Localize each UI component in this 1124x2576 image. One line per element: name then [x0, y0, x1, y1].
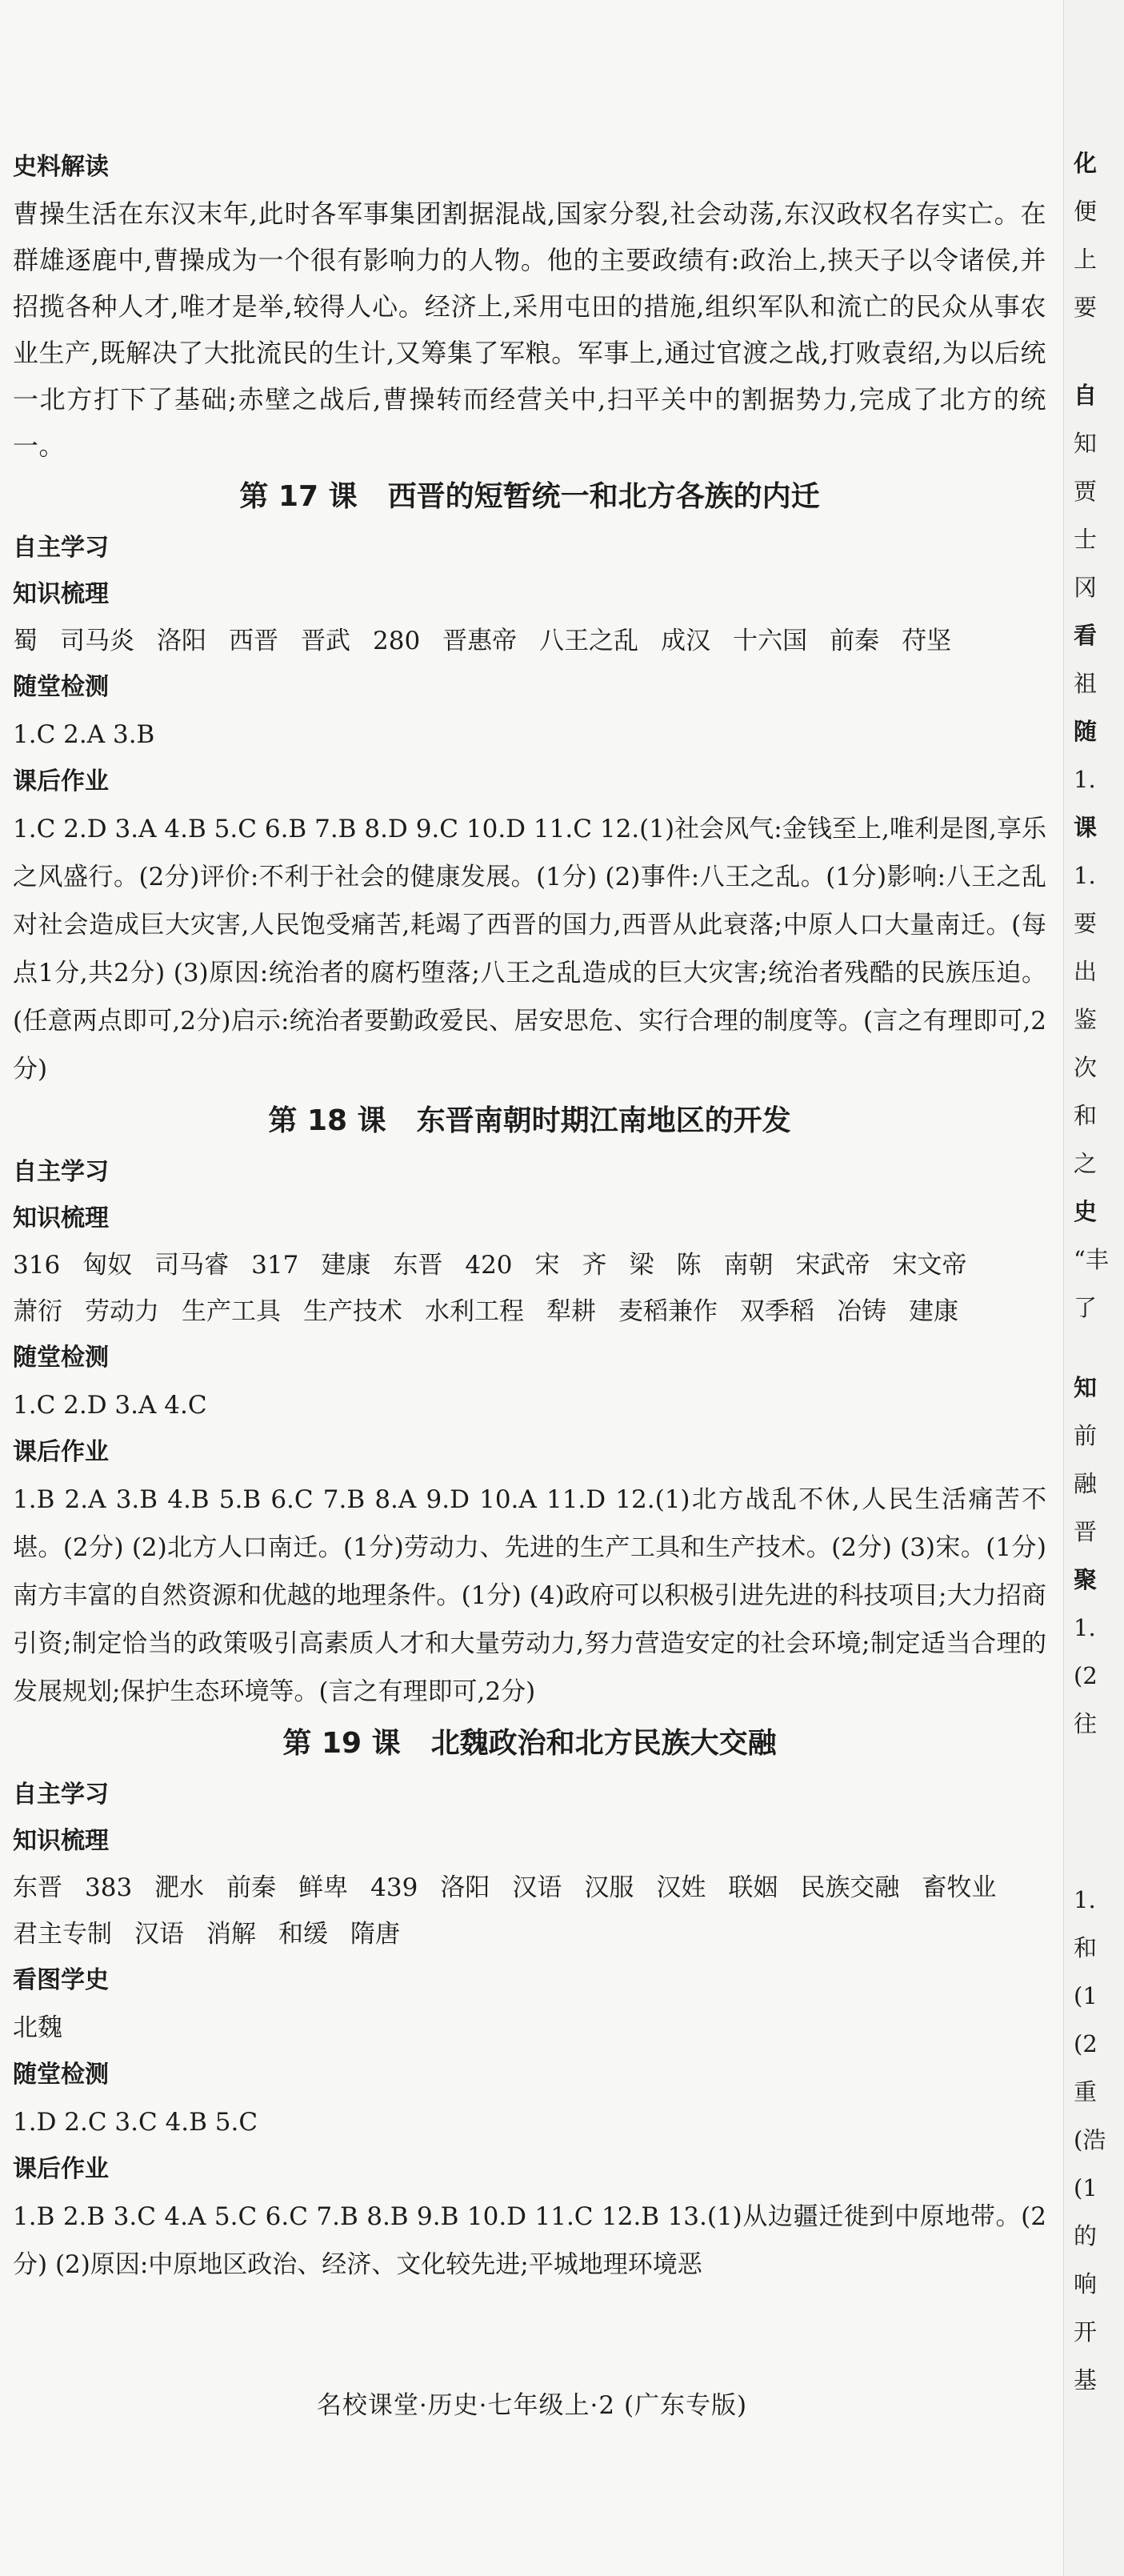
picture-study-heading: 看图学史	[13, 1966, 109, 1994]
term: 晋武	[301, 627, 350, 655]
term: 匈奴	[82, 1251, 133, 1280]
term: 陈	[676, 1251, 702, 1280]
term: 畜牧业	[922, 1873, 997, 1902]
knowledge-heading: 知识梳理	[13, 1204, 109, 1232]
adjacent-page-fragment: 自	[1074, 382, 1098, 409]
adjacent-page-fragment: 基	[1074, 2366, 1098, 2394]
term: 宋文帝	[892, 1251, 967, 1280]
adjacent-page-fragment: (2	[1074, 1662, 1098, 1689]
term: 生产技术	[303, 1297, 402, 1326]
class-test-answers: 1.C 2.A 3.B	[13, 720, 155, 749]
adjacent-page-fragment: 晋	[1074, 1518, 1098, 1545]
adjacent-page-fragment: 知	[1074, 430, 1098, 457]
adjacent-page-fragment: 了	[1074, 1294, 1098, 1321]
section-heading-sources: 史料解读	[13, 153, 109, 181]
term: 司马炎	[60, 627, 134, 655]
term: 冶铸	[837, 1297, 886, 1326]
term: 齐	[582, 1251, 607, 1280]
adjacent-page-fragment: 鉴	[1074, 1006, 1098, 1033]
adjacent-page-fragment: 和	[1074, 1102, 1098, 1129]
adjacent-page-edge	[1063, 0, 1124, 2576]
term-list	[13, 618, 1046, 664]
term: 280	[373, 627, 421, 655]
adjacent-page-fragment: 聚	[1074, 1566, 1098, 1593]
term: 南朝	[723, 1251, 774, 1280]
adjacent-page-fragment: 融	[1074, 1470, 1098, 1497]
knowledge-heading: 知识梳理	[13, 580, 109, 608]
term: 前秦	[226, 1873, 277, 1902]
adjacent-page-fragment: (浩	[1074, 2126, 1106, 2153]
homework-heading: 课后作业	[13, 767, 109, 795]
knowledge-heading: 知识梳理	[13, 1827, 109, 1855]
adjacent-page-fragment: 1.	[1074, 766, 1096, 793]
adjacent-page-fragment: 前	[1074, 1422, 1098, 1449]
term: 成汉	[661, 627, 711, 655]
lesson-title-19	[13, 1717, 1046, 1770]
term: 联姻	[728, 1873, 778, 1902]
adjacent-page-fragment: 响	[1074, 2270, 1098, 2298]
adjacent-page-fragment: 要	[1074, 294, 1098, 321]
term: 民族交融	[800, 1873, 900, 1902]
class-test-answers: 1.C 2.D 3.A 4.C	[13, 1391, 207, 1420]
adjacent-page-fragment: 看	[1074, 622, 1098, 649]
adjacent-page-fragment: (2	[1074, 2030, 1098, 2057]
picture-study-answer: 北魏	[13, 2013, 62, 2042]
term: 淝水	[154, 1873, 205, 1902]
term: 司马睿	[154, 1251, 230, 1280]
lesson-title-17	[13, 471, 1046, 523]
class-test-heading: 随堂检测	[13, 1344, 109, 1372]
adjacent-page-fragment: 开	[1074, 2318, 1098, 2346]
term-list	[13, 1242, 1046, 1335]
term: 东晋	[393, 1251, 443, 1280]
adjacent-page-fragment: 贾	[1074, 478, 1098, 505]
homework-answers: 1.B 2.A 3.B 4.B 5.B 6.C 7.B 8.A 9.D 10.A 11.D 12.(1)北方战乱不休,人民生活痛苦不堪。(2分) (2)北方人口南迁。(1分)劳动力、先进的生产工具和生产技术。(2分) (3)宋。(1分)南方丰富的自然资源和优越的地理条件。(1分) (4)政府可以积极引进先进的科技项目;大力招商引资;制定恰当的政策吸引高素质人才和大量劳动力,努力营造安定的社会环境;制定适当合理的发展规划;保护生态环境等。(言之有理即可,2分)	[13, 1485, 1046, 1706]
adjacent-page-fragment: 冈	[1074, 574, 1098, 601]
page-footer: 名校课堂·历史·七年级上·2 (广东专版)	[316, 2391, 748, 2420]
term: 420	[465, 1251, 513, 1280]
term: 317	[251, 1251, 299, 1280]
adjacent-page-fragment: 化	[1074, 150, 1098, 177]
adjacent-page-fragment: 要	[1074, 910, 1098, 937]
term: 麦稻兼作	[618, 1297, 718, 1326]
homework-answers: 1.B 2.B 3.C 4.A 5.C 6.C 7.B 8.B 9.B 10.D 11.C 12.B 13.(1)从边疆迁徙到中原地带。(2分) (2)原因:中原地区政治、经济、文化较先进;平城地理环境恶	[13, 2202, 1046, 2279]
term: 东晋	[13, 1873, 62, 1902]
adjacent-page-fragment: 往	[1074, 1710, 1098, 1737]
term: 洛阳	[157, 627, 206, 655]
adjacent-page-fragment: 1.	[1074, 862, 1096, 889]
adjacent-page-fragment: (1	[1074, 2174, 1098, 2201]
term: 萧衍	[13, 1297, 62, 1326]
lesson-name: 东晋南朝时期江南地区的开发	[416, 1104, 791, 1137]
lesson-title-18	[13, 1095, 1046, 1148]
term: 犁耕	[546, 1297, 596, 1326]
term: 八王之乱	[539, 627, 639, 655]
term: 鲜卑	[298, 1873, 349, 1902]
term: 洛阳	[440, 1873, 490, 1902]
class-test-heading: 随堂检测	[13, 673, 109, 701]
homework-answers: 1.C 2.D 3.A 4.B 5.C 6.B 7.B 8.D 9.C 10.D 11.C 12.(1)社会风气:金钱至上,唯利是图,享乐之风盛行。(2分)评价:不利于社会的健康发展。(1分) (2)事件:八王之乱。(1分)影响:八王之乱对社会造成巨大灾害,人民饱受痛苦,耗竭了西晋的国力,西晋从此衰落;中原人口大量南迁。(每点1分,共2分) (3)原因:统治者的腐朽堕落;八王之乱造成的巨大灾害;统治者残酷的民族压迫。(任意两点即可,2分)启示:统治者要勤政爱民、居安思危、实行合理的制度等。(言之有理即可,2分)	[13, 815, 1046, 1084]
adjacent-page-fragment: 祖	[1074, 670, 1098, 697]
term: 汉服	[584, 1873, 634, 1902]
adjacent-page-fragment: 1.	[1074, 1614, 1096, 1641]
adjacent-page-fragment: 重	[1074, 2078, 1098, 2105]
homework-heading: 课后作业	[13, 2155, 109, 2183]
lesson-name: 北魏政治和北方民族大交融	[430, 1727, 777, 1760]
lesson-number: 第 17 课	[239, 480, 358, 513]
term: 汉姓	[656, 1873, 706, 1902]
term: 439	[370, 1873, 418, 1902]
term: 双季稻	[740, 1297, 814, 1326]
lesson-number: 第 19 课	[282, 1727, 401, 1760]
adjacent-page-fragment: “丰	[1074, 1246, 1109, 1273]
self-study-heading: 自主学习	[13, 1158, 109, 1186]
adjacent-page-fragment: 史	[1074, 1198, 1098, 1225]
homework-heading: 课后作业	[13, 1438, 109, 1466]
term: 十六国	[733, 627, 808, 655]
term: 汉语	[512, 1873, 562, 1902]
adjacent-page-fragment: 便	[1074, 198, 1098, 225]
adjacent-page-fragment: 上	[1074, 246, 1098, 273]
term: 宋	[534, 1251, 560, 1280]
self-study-heading: 自主学习	[13, 534, 109, 562]
term: 隋唐	[350, 1920, 400, 1949]
class-test-heading: 随堂检测	[13, 2061, 109, 2089]
term: 西晋	[229, 627, 278, 655]
term: 君主专制	[13, 1920, 112, 1949]
adjacent-page-fragment: 随	[1074, 718, 1098, 745]
adjacent-page-fragment: 1.	[1074, 1886, 1096, 1913]
term: 汉语	[134, 1920, 184, 1949]
term: 蜀	[13, 627, 38, 655]
term: 316	[13, 1251, 61, 1280]
term: 宋武帝	[795, 1251, 870, 1280]
term: 前秦	[830, 627, 880, 655]
adjacent-page-fragment: 的	[1074, 2222, 1098, 2249]
lesson-name: 西晋的短暂统一和北方各族的内迁	[387, 480, 820, 513]
term: 建康	[909, 1297, 958, 1326]
term: 晋惠帝	[442, 627, 518, 655]
term: 383	[85, 1873, 133, 1902]
adjacent-page-fragment: (1	[1074, 1982, 1098, 2009]
term-list	[13, 1865, 1046, 1957]
term: 梁	[629, 1251, 654, 1280]
adjacent-page-fragment: 课	[1074, 814, 1098, 841]
term: 建康	[321, 1251, 371, 1280]
adjacent-page-fragment: 知	[1074, 1374, 1098, 1401]
term: 生产工具	[182, 1297, 281, 1326]
lesson-number: 第 18 课	[268, 1104, 386, 1137]
class-test-answers: 1.D 2.C 3.C 4.B 5.C	[13, 2108, 258, 2137]
term: 水利工程	[425, 1297, 524, 1326]
adjacent-page-fragment: 次	[1074, 1054, 1098, 1081]
term: 消解	[206, 1920, 256, 1949]
adjacent-page-fragment: 出	[1074, 958, 1098, 985]
self-study-heading: 自主学习	[13, 1781, 109, 1809]
adjacent-page-fragment: 士	[1074, 526, 1098, 553]
adjacent-page-fragment: 和	[1074, 1934, 1098, 1961]
intro-paragraph: 曹操生活在东汉末年,此时各军事集团割据混战,国家分裂,社会动荡,东汉政权名存实亡。在群雄逐鹿中,曹操成为一个很有影响力的人物。他的主要政绩有:政治上,挟天子以令诸侯,并招揽各种人才,唯才是举,较得人心。经济上,采用屯田的措施,组织军队和流亡的民众从事农业生产,既解决了大批流民的生计,又筹集了军粮。军事上,通过官渡之战,打败袁绍,为以后统一北方打下了基础;赤壁之战后,曹操转而经营关中,扫平关中的割据势力,完成了北方的统一。	[13, 198, 1046, 461]
term: 苻坚	[902, 627, 952, 655]
adjacent-page-fragment: 之	[1074, 1150, 1098, 1177]
term: 和缓	[278, 1920, 328, 1949]
term: 劳动力	[85, 1297, 159, 1326]
